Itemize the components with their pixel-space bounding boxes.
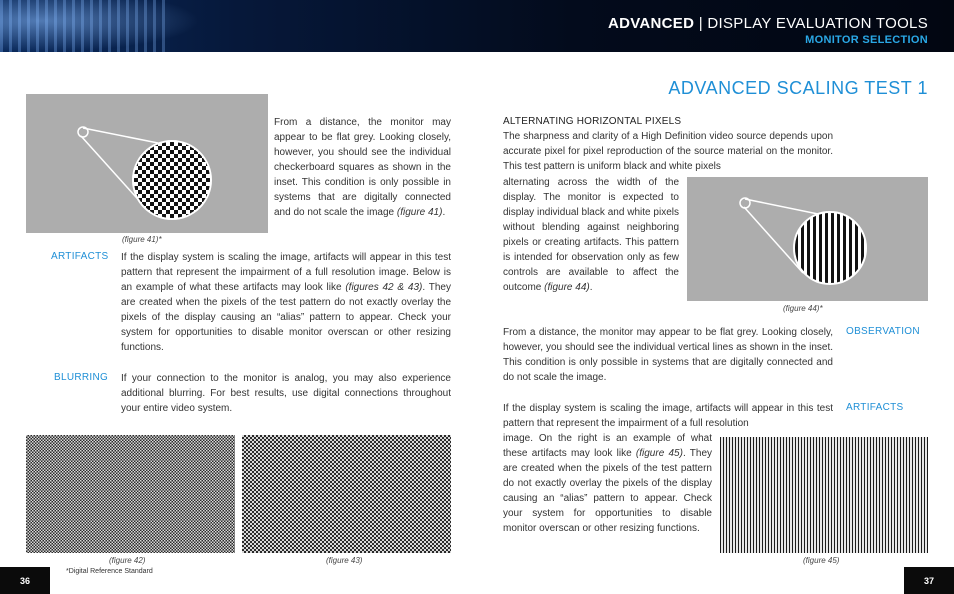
magnifier-inset-icon	[687, 177, 928, 301]
page-number-left: 36	[0, 567, 50, 594]
blurring-paragraph: If your connection to the monitor is analog, you may also experience additional blurring. For best results, use digital connections throughout your entire video system.	[121, 373, 451, 414]
figure-44-caption: (figure 44)*	[783, 304, 823, 313]
artifacts-paragraph: If the display system is scaling the image, artifacts will appear in this test pattern that represent the impairment of a full resolution image. Below is an example of what these artifacts may look like (figures 42 & 43). They are created when the pixels of the test pattern do not exactly overlay the pixels of the display causing an “alias” pattern to appear. Check your system for opportunities to disable monitor overscan or other resizing functions.	[121, 252, 451, 353]
header-subtitle: MONITOR SELECTION	[805, 34, 928, 46]
figure-45-artifact-pattern	[720, 437, 928, 553]
figure-41-caption: (figure 41)*	[122, 235, 162, 244]
figure-43-artifact-pattern	[242, 435, 451, 553]
header-title: ADVANCED | DISPLAY EVALUATION TOOLS	[607, 15, 928, 32]
blurring-label: BLURRING	[54, 372, 109, 383]
intro-paragraph-full: The sharpness and clarity of a High Definition video source depends upon accurate pixel for pixel reproduction of the source material on the monitor. This test pattern is uniform black and white pixels	[503, 131, 833, 172]
intro-paragraph: From a distance, the monitor may appear to be flat grey. Looking closely, however, you should see the individual checkerboard squares as shown in the inset. This condition is only possible in systems that are digitally connected and do not scale the image (figure 41).	[274, 117, 451, 218]
header-banner	[0, 0, 954, 52]
artifacts-paragraph-full: If the display system is scaling the image, artifacts will appear in this test pattern that represent the impairment of a full resolution	[503, 403, 833, 429]
figure-43-caption: (figure 43)	[326, 556, 363, 565]
figure-42-caption: (figure 42)	[109, 556, 146, 565]
artifacts-label-right: ARTIFACTS	[846, 402, 904, 413]
observation-paragraph: From a distance, the monitor may appear to be flat grey. Looking closely, however, you should see the individual vertical lines as shown in the inset. This condition is only possible in systems that are digitally connected and do not scale the image.	[503, 327, 833, 383]
page-title: ADVANCED SCALING TEST 1	[668, 78, 928, 98]
figure-41-checkerboard	[26, 94, 268, 233]
artifacts-label: ARTIFACTS	[51, 251, 109, 262]
page-number-right: 37	[904, 567, 954, 594]
figure-44-vertical-lines	[687, 177, 928, 301]
intro-paragraph-narrow: alternating across the width of the display. The monitor is expected to display individual black and white pixels without blending against neighboring pixels or creating artifacts. This pattern is intended for observation only as few controls are available to affect the outcome (figure 44).	[503, 177, 679, 293]
figure-45-caption: (figure 45)	[803, 556, 840, 565]
observation-label: OBSERVATION	[846, 326, 920, 337]
figure-42-artifact-pattern	[26, 435, 235, 553]
artifacts-paragraph-narrow: image. On the right is an example of what these artifacts may look like (figure 45). They are created when the pixels of the test pattern do not exactly overlay the pixels of the display causing an “alias” pattern to appear. Check your system for opportunities to disable monitor overscan or other resizing functions.	[503, 433, 713, 534]
section-subheading: ALTERNATING HORIZONTAL PIXELS	[503, 116, 682, 127]
footnote: *Digital Reference Standard	[66, 568, 153, 575]
magnifier-inset-icon	[26, 94, 268, 233]
